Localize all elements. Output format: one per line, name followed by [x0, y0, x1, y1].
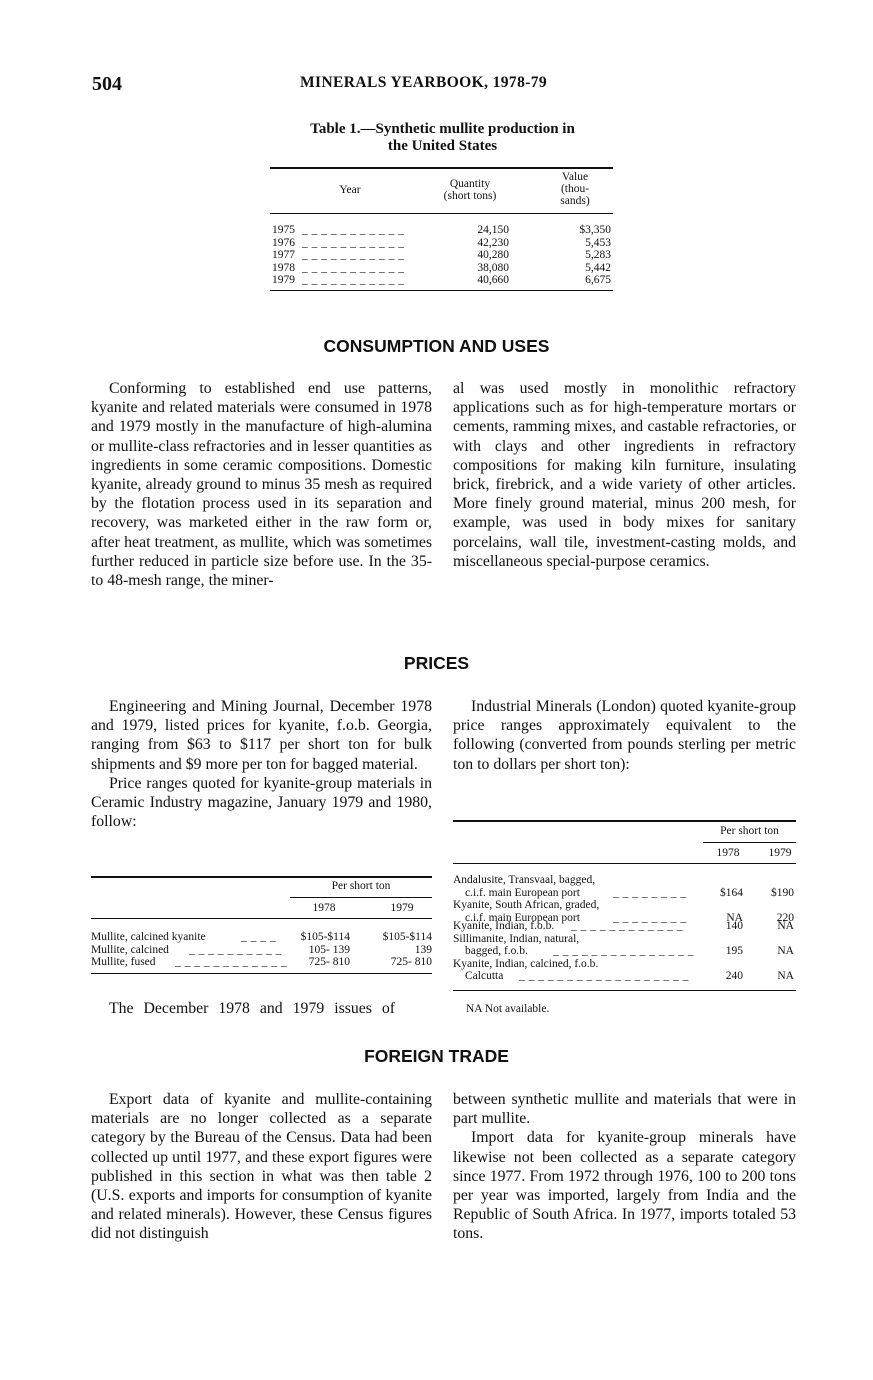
section-heading-prices: PRICES — [403, 653, 470, 673]
running-head: MINERALS YEARBOOK, 1978-79 — [300, 74, 548, 91]
right-table-footnote: NA Not available. — [466, 1003, 550, 1015]
table1-bottom-rule — [270, 290, 613, 291]
table1-header-rule — [270, 213, 613, 214]
right-table-bottom-rule — [453, 990, 796, 991]
table-row: Mullite, fused _ _ _ _ _ _ _ _ _ _ _ _ 725- 810 725- 810 — [91, 956, 432, 968]
table1-top-rule — [270, 167, 613, 169]
consumption-left-column: Conforming to established end use patterns, kyanite and related materials were consumed in 1978 and 1979 mostly in the manufacture of high-alumina or mullite-class refractories and in lesser quantities as ingredients in some ceramic compositions. Domestic kyanite, already ground to minus 35 mesh as required by the flotation process used in its separation and recovery, was marketed either in the raw form or, after heat treatment, as mullite, which was sometimes further reduced in particle size before use. In the 35- to 48-mesh range, the miner- — [91, 380, 432, 590]
left-table-col-1979: 1979 — [390, 902, 414, 914]
table1-col-year: Year — [339, 184, 361, 196]
right-table-top-rule — [453, 820, 796, 822]
table1-caption: Table 1.—Synthetic mullite production in the United States — [310, 121, 575, 154]
prices-right-column: Industrial Minerals (London) quoted kyanite-group price ranges approximately equivalent to the following (converted from pounds sterling per metric ton to dollars per short ton): — [453, 698, 796, 773]
consumption-right-column: al was used mostly in monolithic refractory applications such as for high-temperature mortars or cements, ramming mixes, and castable refractories, or with clays and other ingredients in refractory compositions for making kiln furniture, insulating brick, firebrick, and a wide variety of other articles. More finely ground material, minus 200 mesh, for example, was used in body mixes for sanitary porcelains, wall tile, investment-casting molds, and miscellaneous special-purpose ceramics. — [453, 380, 796, 570]
right-table-body — [453, 874, 796, 983]
table-row: Andalusite, Transvaal, bagged, c.i.f. main European port _ _ _ _ _ _ _ _ $164 $190 — [453, 874, 794, 899]
table-row: 1979 _ _ _ _ _ _ _ _ _ _ _ 40,660 6,675 — [272, 274, 611, 286]
table-row: Mullite, calcined kyanite _ _ _ _ $105-$114 $105-$114 — [91, 931, 432, 943]
left-table-header-rule — [91, 918, 432, 919]
foreign-trade-right-column: between synthetic mullite and materials that were in part mullite. Import data for kyanite-group minerals have likewise not been collected as a separate category since 1977. From 1972 through 1976, 100 to 200 tons per year was imported, largely from India and the Republic of South Africa. In 1977, imports totaled 53 tons. — [453, 1091, 796, 1243]
section-heading-consumption: CONSUMPTION AND USES — [323, 336, 550, 356]
table-row: 1975 _ _ _ _ _ _ _ _ _ _ _ 24,150 $3,350 — [272, 224, 611, 236]
table-row: 1976 _ _ _ _ _ _ _ _ _ _ _ 42,230 5,453 — [272, 236, 611, 249]
left-table-body — [91, 931, 432, 969]
right-table-span-rule — [703, 842, 796, 843]
table-row: Kyanite, Indian, f.o.b. _ _ _ _ _ _ _ _ _ _ _ _ 140 NA — [453, 920, 794, 932]
right-table-header-rule — [453, 863, 796, 864]
right-table-col-1978: 1978 — [716, 847, 740, 859]
table-row: 1977 _ _ _ _ _ _ _ _ _ _ _ 40,280 5,283 — [272, 249, 611, 261]
left-table-bottom-rule — [91, 973, 432, 974]
foreign-trade-left-column: Export data of kyanite and mullite-containing materials are no longer collected as a separate category by the Bureau of the Census. Data had been collected up until 1977, and these export figures were published in this section in what was then table 2 (U.S. exports and imports for consumption of kyanite and related minerals). However, these Census figures did not distinguish — [91, 1091, 432, 1243]
table1-col-quantity: Quantity (short tons) — [443, 178, 497, 202]
table-row: 1978 _ _ _ _ _ _ _ _ _ _ _ 38,080 5,442 — [272, 261, 611, 274]
section-heading-foreign-trade: FOREIGN TRADE — [364, 1046, 509, 1066]
left-table-header: Per short ton — [331, 880, 391, 892]
prices-left-column: Engineering and Mining Journal, December 1978 and 1979, listed prices for kyanite, f.o.b. Georgia, ranging from $63 to $117 per short ton for bulk shipments and $9 more per ton for bagged material. Price ranges quoted for kyanite-group materials in Ceramic Industry magazine, January 1979 and 1980, follow: — [91, 698, 432, 831]
table-row: Mullite, calcined _ _ _ _ _ _ _ _ _ _ 105- 139 139 — [91, 943, 432, 956]
page-number: 504 — [92, 73, 122, 95]
table1-body — [272, 224, 613, 287]
left-table-top-rule — [91, 876, 432, 878]
left-table-col-1978: 1978 — [312, 902, 336, 914]
left-table-span-rule — [290, 897, 432, 898]
right-table-col-1979: 1979 — [768, 847, 792, 859]
table-row: Kyanite, South African, graded, c.i.f. main European port _ _ _ _ _ _ _ _ NA 220 — [453, 899, 794, 924]
table1-col-value: Value (thou- sands) — [560, 171, 590, 207]
table-row: Kyanite, Indian, calcined, f.o.b. Calcutta _ _ _ _ _ _ _ _ _ _ _ _ _ _ _ _ _ _ 240 NA — [453, 957, 794, 982]
table-row: Sillimanite, Indian, natural, bagged, f.o.b. _ _ _ _ _ _ _ _ _ _ _ _ _ _ _ 195 NA — [453, 932, 794, 957]
prices-left-after-table: The December 1978 and 1979 issues of — [109, 1000, 396, 1017]
right-table-header: Per short ton — [720, 825, 779, 837]
